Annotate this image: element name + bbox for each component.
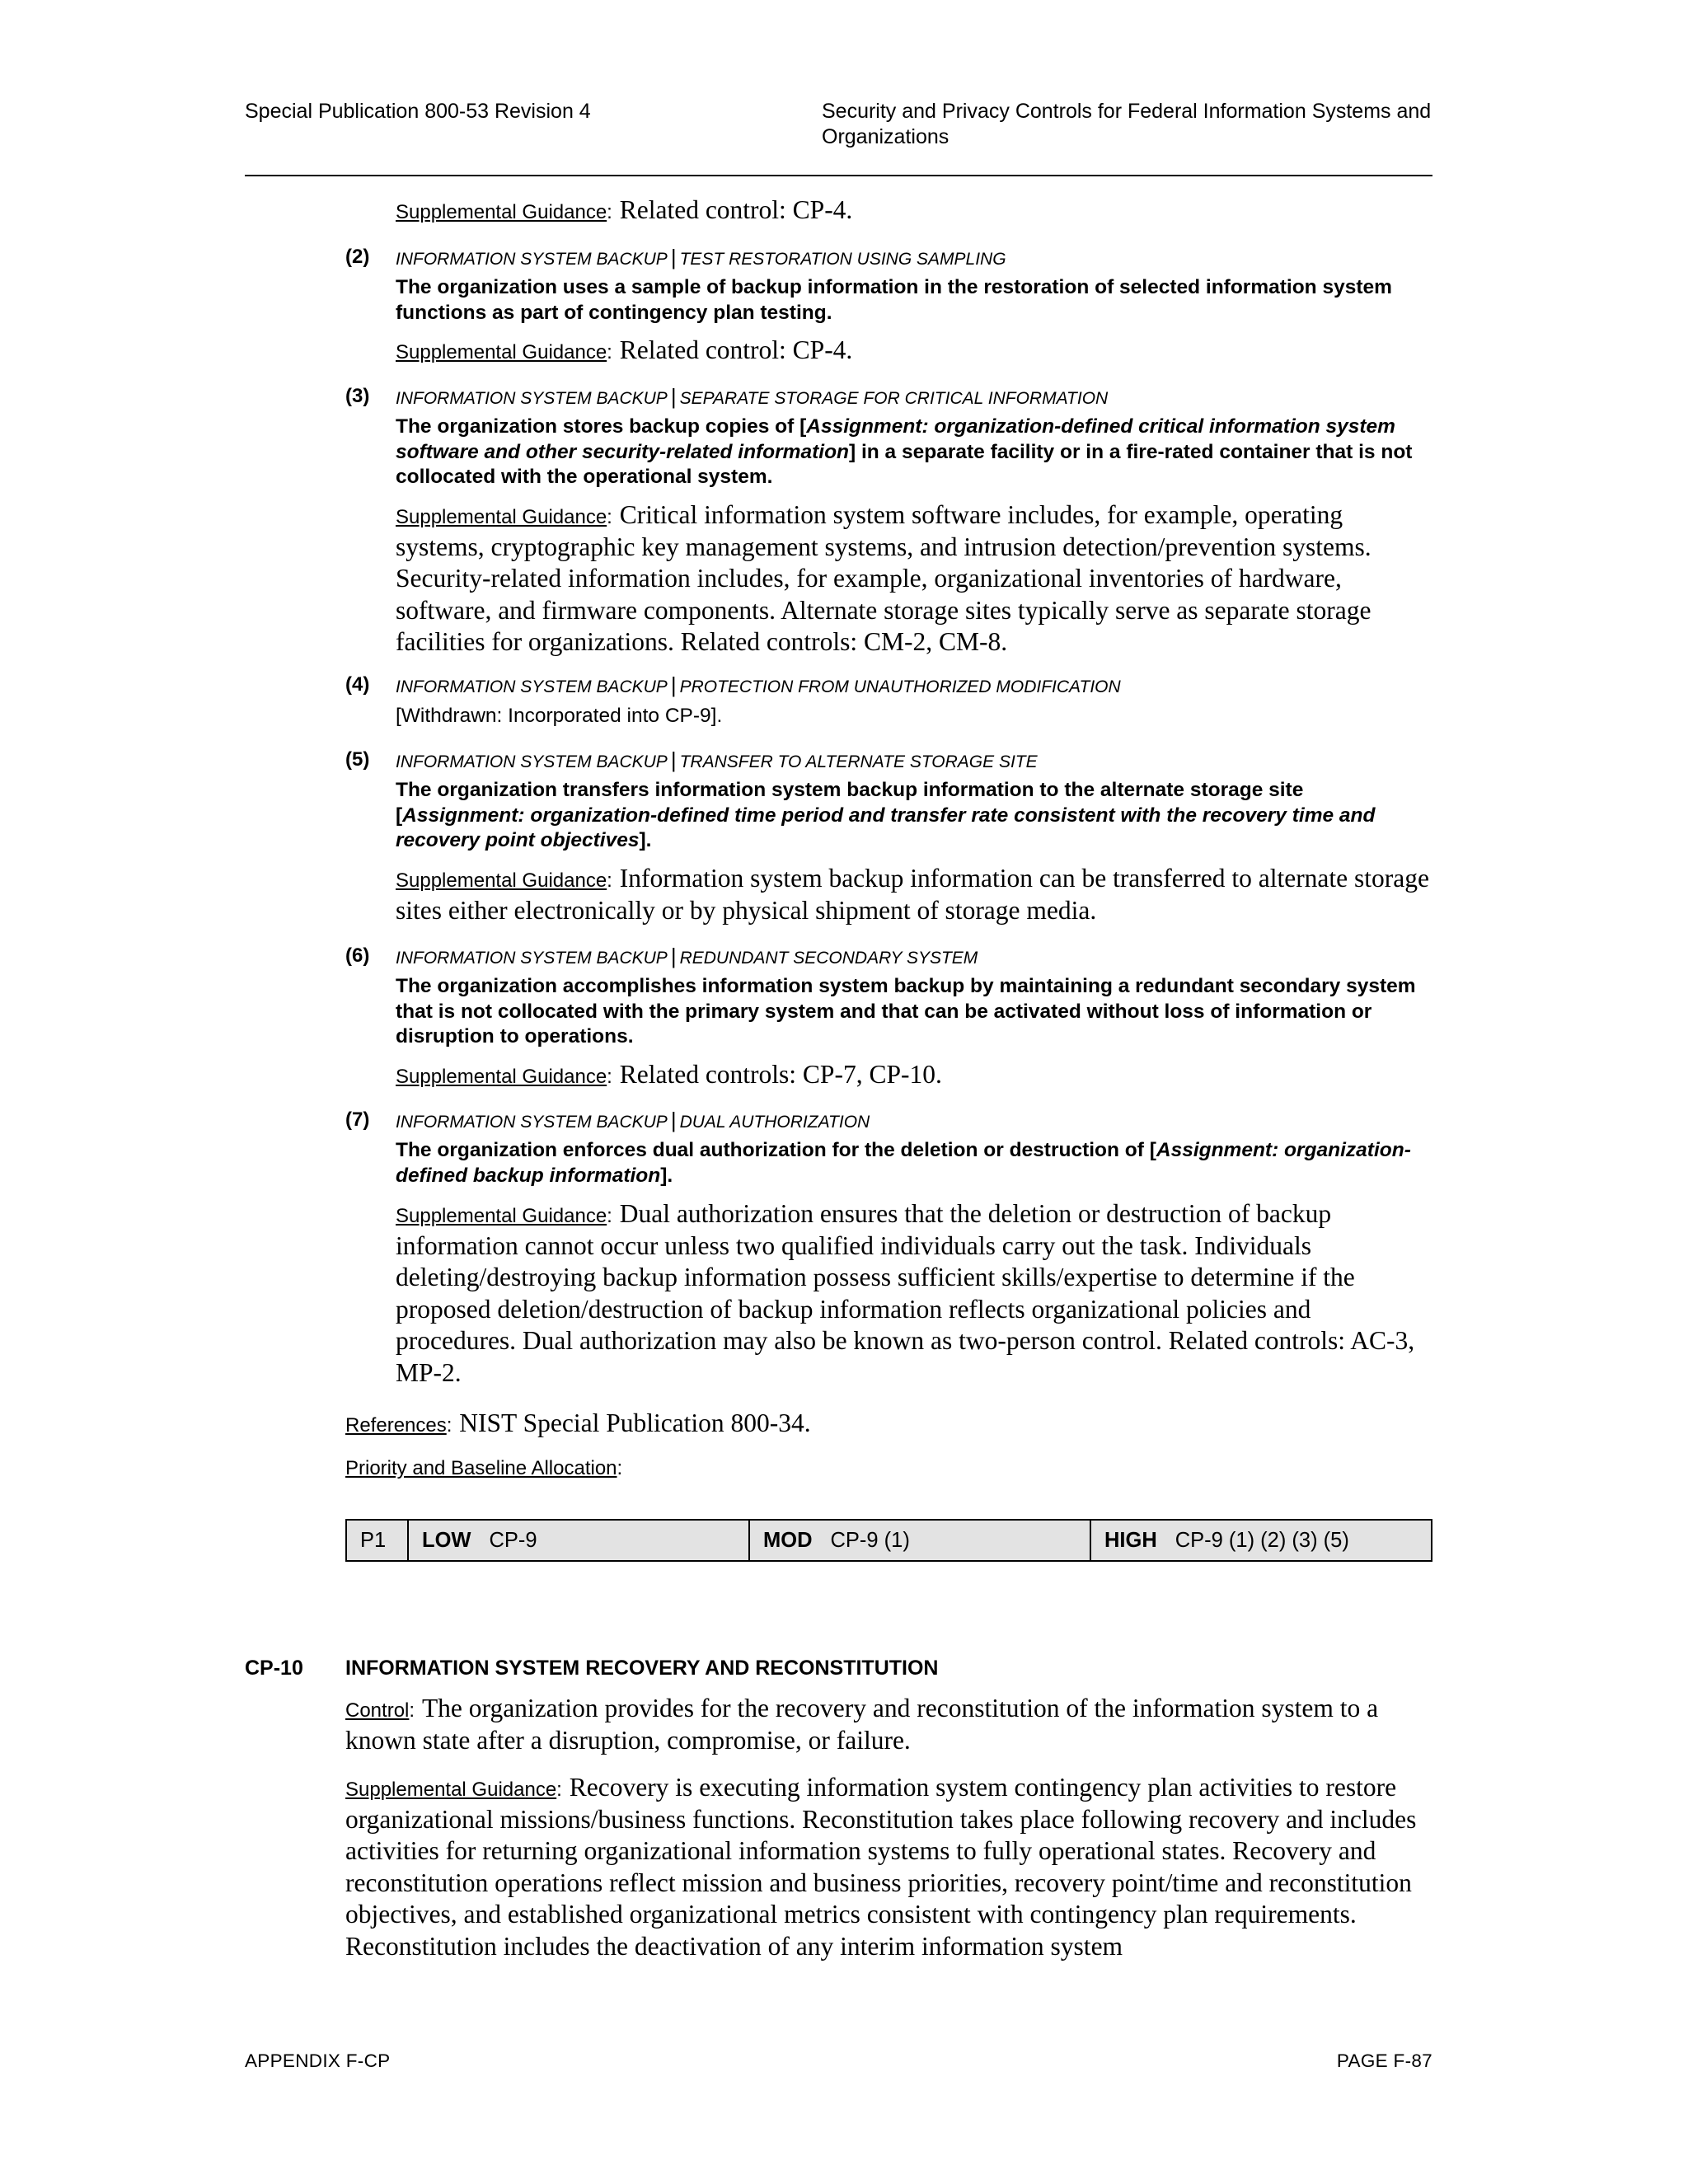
control-title: INFORMATION SYSTEM RECOVERY AND RECONSTITUTION <box>345 1657 939 1680</box>
control-supplemental-guidance: Supplemental Guidance: Recovery is executing information system contingency plan activities to restore organizational missions/business functions. Reconstitution takes place following recovery and includes activities for returning organizational information systems to fully operational states. Recovery and reconstitution operations reflect mission and business priorities, recovery point/time and reconstitution objectives, and established organizational metrics consistent with contingency plan requirements. Reconstitution includes the deactivation of any interim information system <box>345 1773 1417 1961</box>
enhancement-2 <box>396 245 1432 326</box>
enhancement-number: (4) <box>345 673 370 696</box>
supplemental-guidance-5: Supplemental Guidance: Information system backup information can be transferred to alternate storage sites either electronically or by physical shipment of storage media. <box>396 864 1429 925</box>
references-label: References <box>345 1414 447 1436</box>
enhancement-statement: The organization enforces dual authorization for the deletion or destruction of [Assignment: organization-defined backup information]. <box>396 1139 1411 1187</box>
enhancement-4 <box>396 673 1432 700</box>
enhancement-7 <box>396 1108 1432 1188</box>
priority-cell: P1 <box>347 1521 409 1560</box>
enhancement-statement: The organization uses a sample of backup information in the restoration of selected information system functions as part of contingency plan testing. <box>396 276 1392 324</box>
enhancement-title: INFORMATION SYSTEM BACKUP | PROTECTION FROM UNAUTHORIZED MODIFICATION <box>396 673 1121 697</box>
supplemental-guidance-7: Supplemental Guidance: Dual authorization ensures that the deletion or destruction of backup information cannot occur unless two qualified individuals carry out the task. Individuals deleting/destroying backup information possess sufficient skills/expertise to determine if the proposed deletion/destruction of backup information reflects organizational policies and procedures. Dual authorization may also be known as two-person control. Related controls: AC-3, MP-2. <box>396 1199 1415 1387</box>
references: References: NIST Special Publication 800-34. <box>345 1408 811 1437</box>
enhancement-title: INFORMATION SYSTEM BACKUP | DUAL AUTHORIZATION <box>396 1108 870 1132</box>
enhancement-5 <box>396 748 1432 854</box>
withdrawn-notice: [Withdrawn: Incorporated into CP-9]. <box>396 705 723 727</box>
enhancement-title: INFORMATION SYSTEM BACKUP | TRANSFER TO ALTERNATE STORAGE SITE <box>396 748 1038 772</box>
supplemental-guidance-1: Supplemental Guidance: Related control: CP-4. <box>396 195 853 224</box>
enhancement-number: (7) <box>345 1108 370 1131</box>
supplemental-guidance-label: Supplemental Guidance <box>396 201 607 223</box>
header-publication: Special Publication 800-53 Revision 4 <box>245 100 591 123</box>
mod-baseline-cell: MOD CP-9 (1) <box>750 1521 1091 1560</box>
control-id: CP-10 <box>245 1657 303 1680</box>
enhancement-statement: The organization accomplishes information system backup by maintaining a redundant secondary system that is not collocated with the primary system and that can be activated without loss of information or disruption to operations. <box>396 975 1416 1047</box>
priority-baseline-heading: Priority and Baseline Allocation: <box>345 1457 623 1479</box>
enhancement-statement: The organization transfers information system backup information to the alternate storage site [Assignment: organization-defined time period and transfer rate consistent with the recovery time and recovery point objectives]. <box>396 779 1376 851</box>
enhancement-number: (3) <box>345 385 370 407</box>
control-label: Control <box>345 1699 410 1722</box>
references-text: NIST Special Publication 800-34. <box>459 1408 811 1437</box>
enhancement-6 <box>396 944 1432 1050</box>
priority-baseline-table <box>345 1519 1432 1562</box>
supplemental-guidance-6: Supplemental Guidance: Related controls: CP-7, CP-10. <box>396 1060 942 1089</box>
header-rule <box>245 175 1432 176</box>
enhancement-title: INFORMATION SYSTEM BACKUP | TEST RESTORATION USING SAMPLING <box>396 245 1006 269</box>
enhancement-title: INFORMATION SYSTEM BACKUP | SEPARATE STORAGE FOR CRITICAL INFORMATION <box>396 384 1109 409</box>
supplemental-guidance-2: Supplemental Guidance: Related control: CP-4. <box>396 335 853 364</box>
header-document-title: Security and Privacy Controls for Federal Information Systems and Organizations <box>822 100 1432 148</box>
enhancement-title: INFORMATION SYSTEM BACKUP | REDUNDANT SECONDARY SYSTEM <box>396 944 978 968</box>
footer-page-number: PAGE F-87 <box>1336 2050 1432 2071</box>
enhancement-statement: The organization stores backup copies of [Assignment: organization-defined critical information system software and other security-related information] in a separate facility or in a fire-rated container that is not collocated with the operational system. <box>396 415 1413 488</box>
enhancement-number: (5) <box>345 748 370 771</box>
supplemental-guidance-text: Related control: CP-4. <box>619 195 853 224</box>
control-text: The organization provides for the recovery and reconstitution of the information system to a known state after a disruption, compromise, or failure. <box>345 1694 1379 1755</box>
control-statement: Control: The organization provides for the recovery and reconstitution of the information system to a known state after a disruption, compromise, or failure. <box>345 1694 1379 1755</box>
enhancement-3 <box>396 384 1432 490</box>
supplemental-guidance-3: Supplemental Guidance: Critical information system software includes, for example, operating systems, cryptographic key management systems, and intrusion detection/prevention systems. Security-related information includes, for example, organizational inventories of hardware, software, and firmware components. Alternate storage sites typically serve as separate storage facilities for organizations. Related controls: CM-2, CM-8. <box>396 500 1372 656</box>
low-baseline-cell: LOW CP-9 <box>409 1521 750 1560</box>
enhancement-number: (6) <box>345 944 370 967</box>
high-baseline-cell: HIGH CP-9 (1) (2) (3) (5) <box>1104 1528 1349 1552</box>
enhancement-number: (2) <box>345 246 370 268</box>
footer-appendix: APPENDIX F-CP <box>245 2050 391 2071</box>
